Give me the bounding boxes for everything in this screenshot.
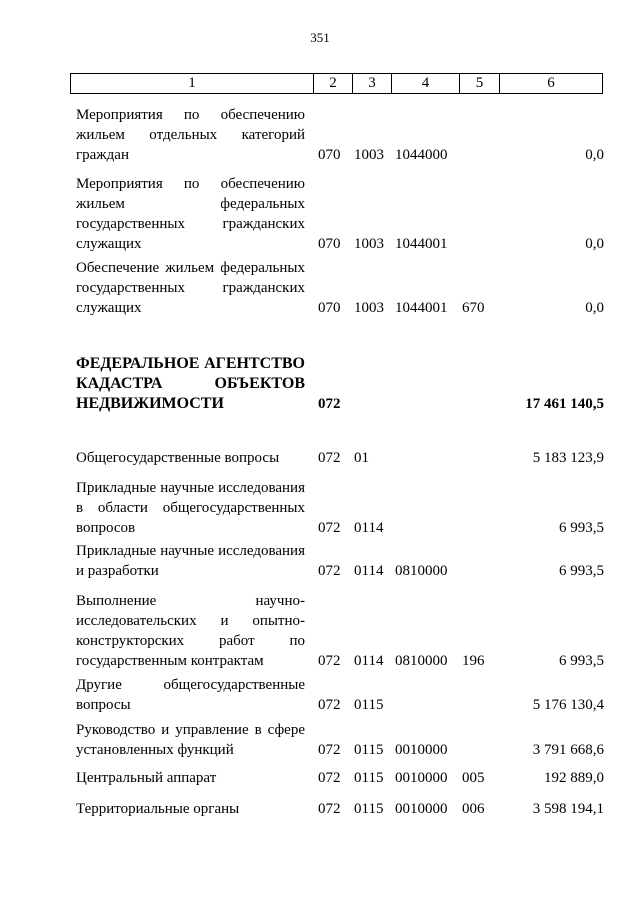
row-admin-code: 072	[318, 770, 341, 786]
row-amount: 5 183 123,9	[532, 450, 604, 466]
row-amount: 0,0	[585, 300, 604, 316]
column-header-3: 3	[353, 74, 392, 93]
row-admin-code: 072	[318, 801, 341, 817]
page-number: 351	[310, 30, 330, 45]
row-section-code: 01	[354, 450, 369, 466]
row-section-code: 0115	[354, 697, 384, 713]
row-name: Мероприятия по обеспечению жильем федеральных государственных гражданских служащих	[76, 176, 305, 252]
row-admin-code: 072	[318, 653, 341, 669]
table-row	[76, 799, 604, 819]
row-amount: 3 791 668,6	[532, 742, 604, 758]
row-target-code: 0010000	[395, 742, 448, 758]
row-section-code: 0114	[354, 520, 384, 536]
row-admin-code: 072	[318, 742, 341, 758]
row-expense-code: 006	[462, 801, 485, 817]
row-target-code: 0810000	[395, 563, 448, 579]
row-name: Прикладные научные исследования и разработки	[76, 543, 305, 579]
row-section-code: 1003	[354, 147, 384, 163]
row-amount: 6 993,5	[559, 520, 604, 536]
row-name: Прикладные научные исследования в области общегосударственных вопросов	[76, 480, 305, 536]
column-header-5: 5	[460, 74, 500, 93]
row-name: Руководство и управление в сфере установленных функций	[76, 722, 305, 758]
row-section-code: 0115	[354, 801, 384, 817]
row-amount: 0,0	[585, 147, 604, 163]
row-admin-code: 072	[318, 563, 341, 579]
row-expense-code: 670	[462, 300, 485, 316]
row-name: ФЕДЕРАЛЬНОЕ АГЕНТСТВО КАДАСТРА ОБЪЕКТОВ НЕДВИЖИМОСТИ	[76, 355, 305, 412]
row-section-code: 1003	[354, 300, 384, 316]
row-amount: 5 176 130,4	[532, 697, 604, 713]
row-name: Выполнение научно-исследовательских и опытно-конструкторских работ по государственным контрактам	[76, 593, 305, 669]
row-target-code: 1044001	[395, 300, 448, 316]
row-amount: 0,0	[585, 236, 604, 252]
table-row	[76, 675, 604, 715]
row-amount: 17 461 140,5	[525, 396, 604, 412]
row-admin-code: 070	[318, 147, 341, 163]
row-expense-code: 196	[462, 653, 485, 669]
row-amount: 6 993,5	[559, 563, 604, 579]
column-header-1: 1	[71, 74, 314, 93]
row-target-code: 0810000	[395, 653, 448, 669]
row-section-code: 0114	[354, 563, 384, 579]
table-row	[76, 174, 604, 254]
row-target-code: 1044000	[395, 147, 448, 163]
table-row	[76, 768, 604, 788]
row-name: Территориальные органы	[76, 801, 240, 817]
row-admin-code: 072	[318, 520, 341, 536]
row-admin-code: 072	[318, 450, 341, 466]
row-admin-code: 070	[318, 236, 341, 252]
row-section-code: 1003	[354, 236, 384, 252]
table-row	[76, 105, 604, 165]
row-target-code: 1044001	[395, 236, 448, 252]
row-target-code: 0010000	[395, 770, 448, 786]
table-row	[76, 541, 604, 581]
row-amount: 192 889,0	[544, 770, 604, 786]
row-expense-code: 005	[462, 770, 485, 786]
table-row	[76, 720, 604, 760]
column-header-6: 6	[547, 75, 555, 91]
table-row	[76, 448, 604, 468]
table-row	[76, 591, 604, 671]
row-name: Центральный аппарат	[76, 770, 217, 786]
row-admin-code: 072	[318, 697, 341, 713]
row-target-code: 0010000	[395, 801, 448, 817]
row-section-code: 0115	[354, 742, 384, 758]
row-name: Общегосударственные вопросы	[76, 450, 280, 466]
row-admin-code: 072	[318, 396, 341, 412]
row-admin-code: 070	[318, 300, 341, 316]
table-header	[70, 73, 603, 94]
table-row	[76, 258, 604, 318]
column-header-4: 4	[392, 74, 460, 93]
row-amount: 3 598 194,1	[532, 801, 604, 817]
table-row-agency	[76, 354, 604, 414]
row-name: Мероприятия по обеспечению жильем отдельных категорий граждан	[76, 107, 305, 163]
row-name: Обеспечение жильем федеральных государственных гражданских служащих	[76, 260, 305, 316]
row-section-code: 0114	[354, 653, 384, 669]
row-amount: 6 993,5	[559, 653, 604, 669]
row-name: Другие общегосударственные вопросы	[76, 677, 305, 713]
row-section-code: 0115	[354, 770, 384, 786]
column-header-2: 2	[314, 74, 353, 93]
table-row	[76, 478, 604, 538]
